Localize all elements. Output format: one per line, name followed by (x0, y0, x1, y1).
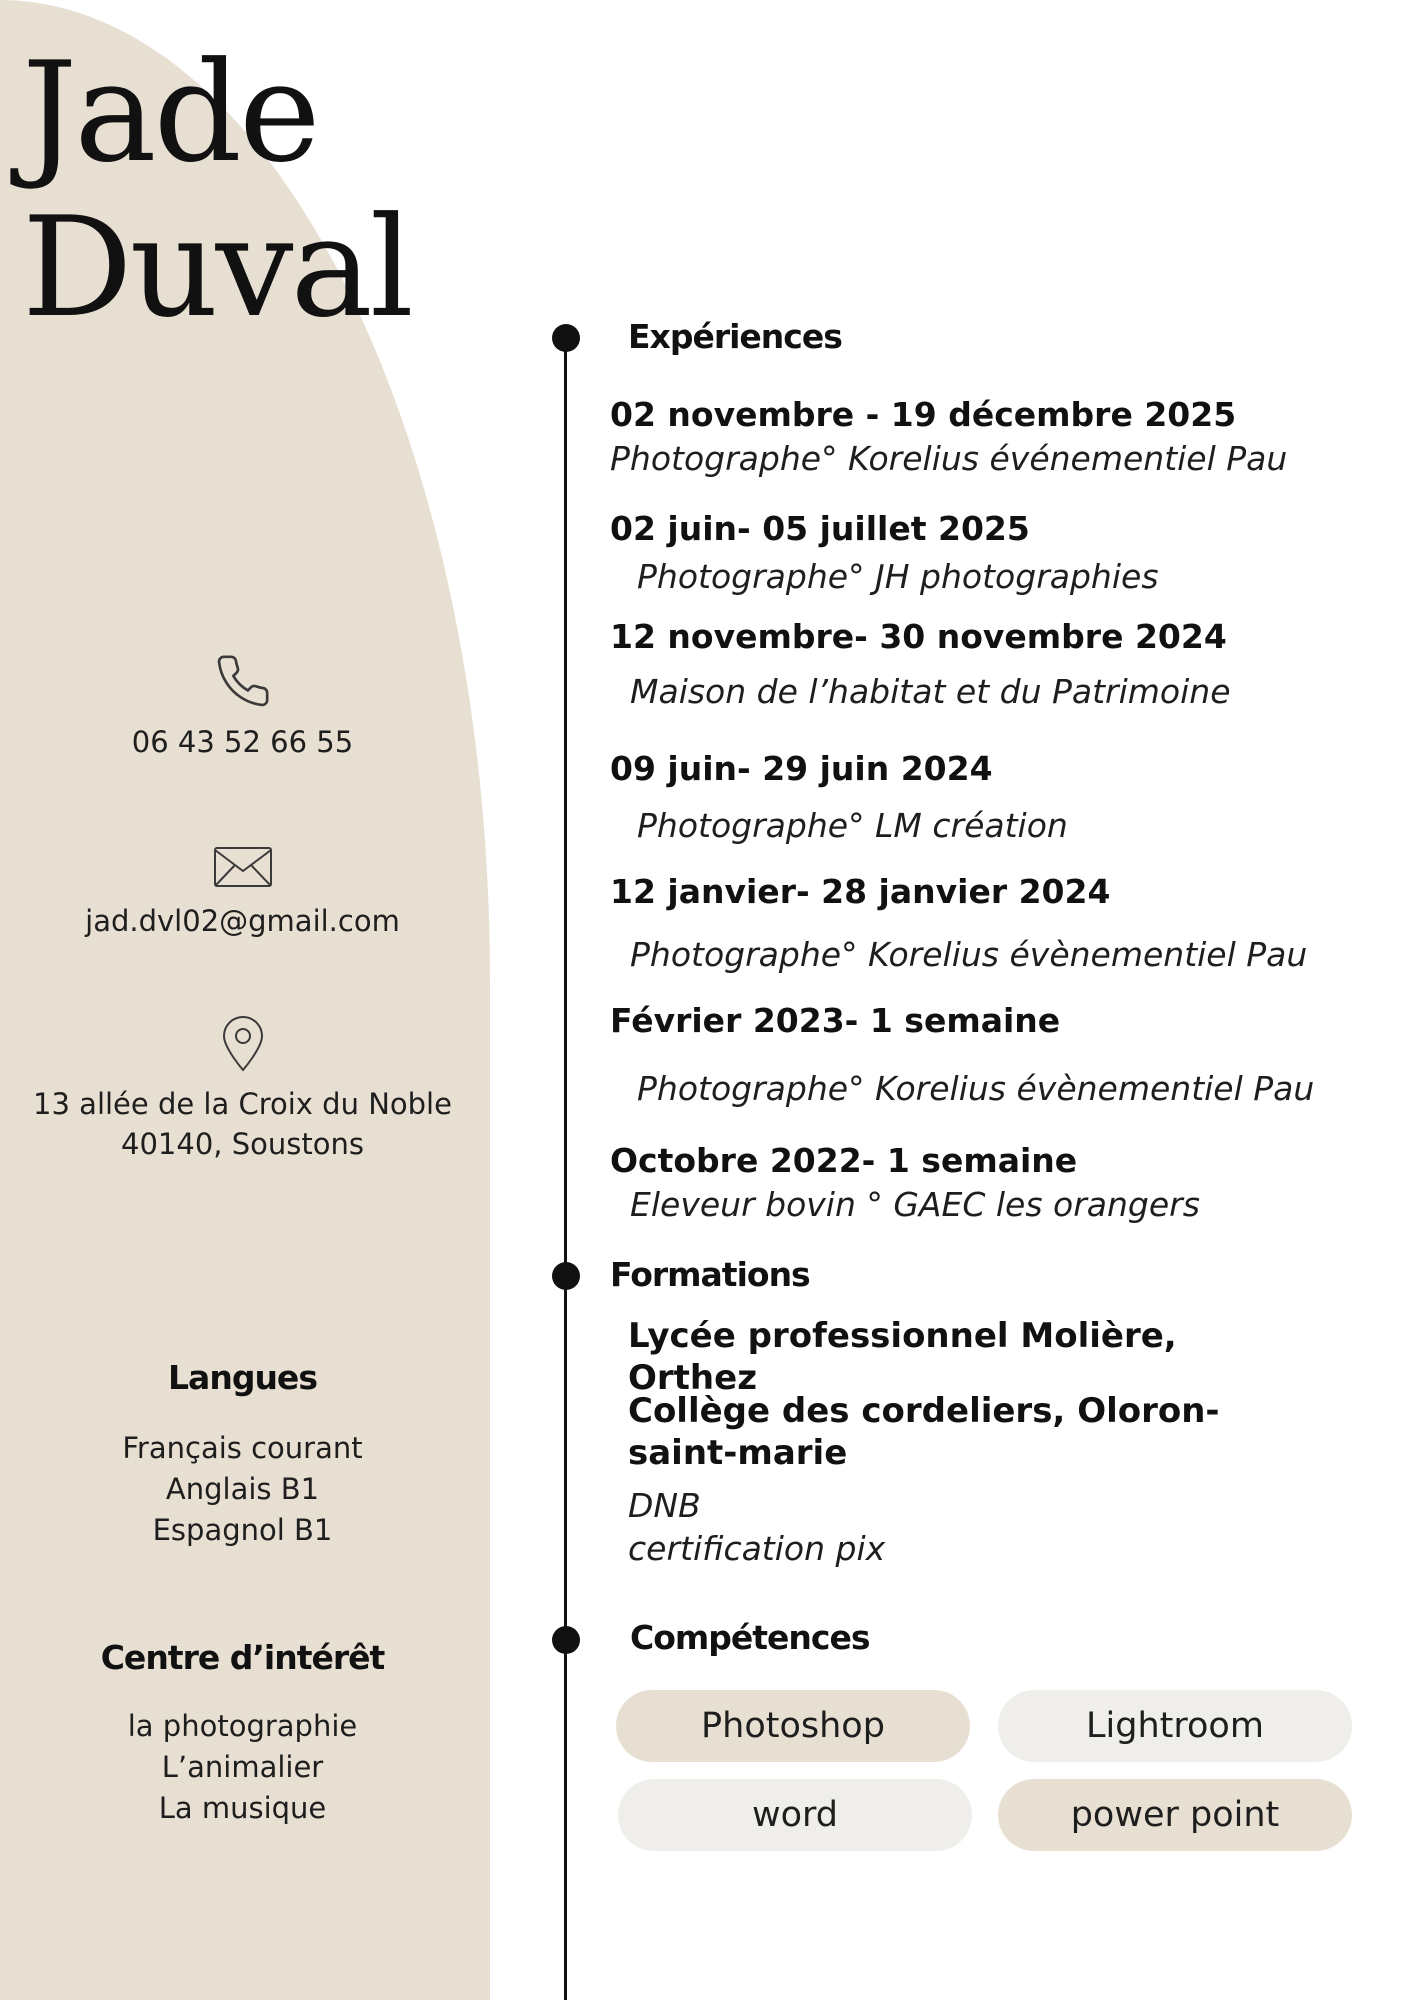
language-item: Anglais B1 (165, 1472, 320, 1506)
phone-icon (214, 652, 272, 710)
languages-list (0, 1428, 485, 1551)
interests-list (0, 1706, 485, 1829)
formation-note: DNB (628, 1486, 701, 1525)
experience-date: 12 janvier- 28 janvier 2024 (610, 872, 1111, 911)
experience-date: Octobre 2022- 1 semaine (610, 1141, 1078, 1180)
interests-title: Centre d’intérêt (100, 1638, 385, 1677)
mail-icon (213, 845, 273, 889)
experience-date: 09 juin- 29 juin 2024 (610, 749, 993, 788)
interest-item: L’animalier (161, 1750, 324, 1784)
formation-school: Collège des cordeliers, Oloron-saint-marie (628, 1391, 1220, 1473)
experience-role: Maison de l’habitat et du Patrimoine (630, 672, 1231, 711)
formation-school: Lycée professionnel Molière, Orthez (628, 1316, 1177, 1398)
skill-pill: word (618, 1779, 972, 1851)
interest-item: La musique (158, 1791, 327, 1825)
experience-role: Eleveur bovin ° GAEC les orangers (630, 1185, 1200, 1224)
skill-pill: power point (998, 1779, 1352, 1851)
language-item: Français courant (122, 1431, 363, 1465)
first-name: Jade (22, 32, 318, 193)
skills-title: Compétences (630, 1618, 870, 1657)
language-item: Espagnol B1 (152, 1513, 333, 1547)
skill-pill: Lightroom (998, 1690, 1352, 1762)
experience-date: Février 2023- 1 semaine (610, 1001, 1061, 1040)
email-address: jad.dvl02@gmail.com (85, 904, 400, 938)
timeline-line (564, 338, 567, 2000)
address-line-1: 13 allée de la Croix du Noble (33, 1087, 452, 1121)
experience-role: Photographe° LM création (637, 806, 1068, 845)
experience-role: Photographe° Korelius évènementiel Pau (637, 1069, 1315, 1108)
timeline-dot-skills (552, 1626, 580, 1654)
contact-phone (0, 652, 485, 762)
experience-role: Photographe° Korelius événementiel Pau (610, 439, 1288, 478)
interest-item: la photographie (127, 1709, 358, 1743)
location-pin-icon (221, 1016, 265, 1072)
skill-pill: Photoshop (616, 1690, 970, 1762)
experience-role: Photographe° Korelius évènementiel Pau (630, 935, 1308, 974)
address-line-2: 40140, Soustons (121, 1127, 364, 1161)
formation-note: certification pix (628, 1529, 886, 1568)
contact-email (0, 845, 485, 941)
experience-date: 12 novembre- 30 novembre 2024 (610, 617, 1227, 656)
formations-title: Formations (610, 1255, 810, 1294)
experience-role: Photographe° JH photographies (637, 557, 1159, 596)
experience-date: 02 novembre - 19 décembre 2025 (610, 395, 1237, 434)
timeline-dot-formations (552, 1262, 580, 1290)
phone-number: 06 43 52 66 55 (131, 725, 354, 759)
experiences-title: Expériences (628, 317, 842, 356)
experience-date: 02 juin- 05 juillet 2025 (610, 509, 1030, 548)
languages-title: Langues (168, 1358, 317, 1397)
timeline-dot-experiences (552, 324, 580, 352)
contact-address (0, 1016, 485, 1164)
last-name: Duval (22, 187, 411, 348)
candidate-name (22, 32, 411, 348)
